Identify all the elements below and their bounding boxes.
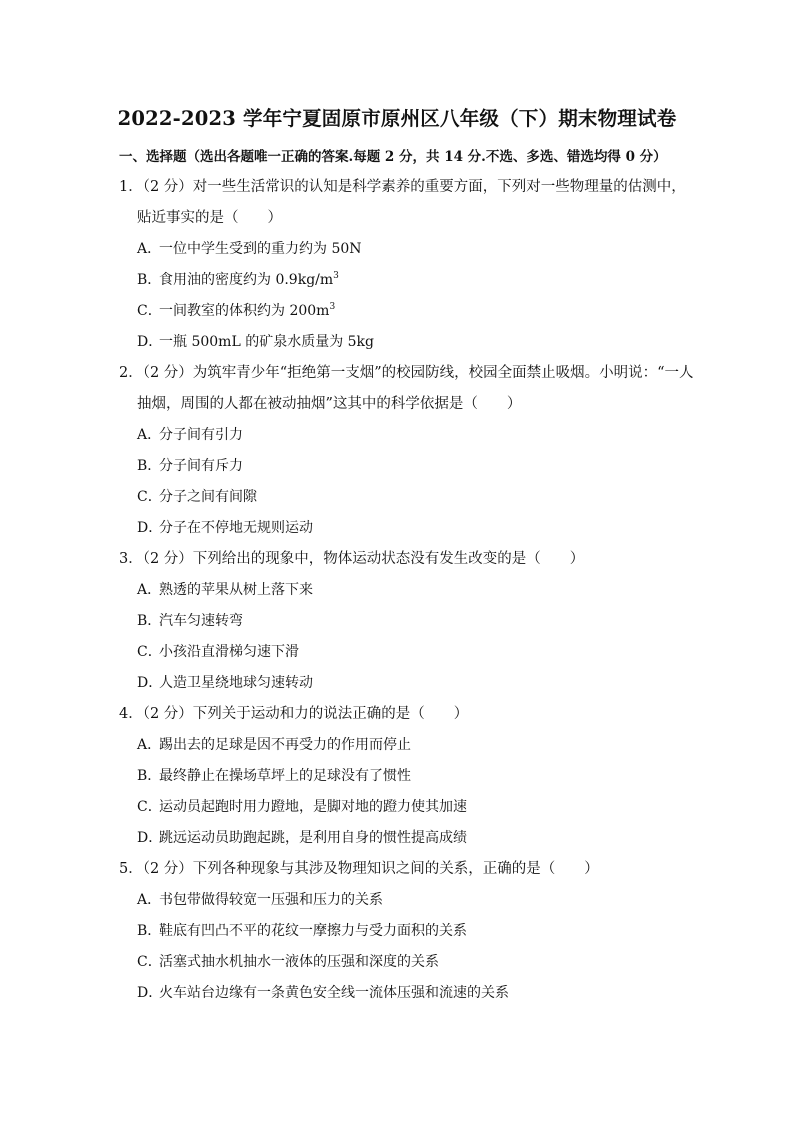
option-key: C．: [137, 644, 162, 660]
option-text: 鞋底有凹凸不平的花纹一摩擦力与受力面积的关系: [159, 923, 467, 939]
question-4: [0, 699, 794, 854]
option-key: D．: [137, 675, 163, 691]
option-key: B．: [137, 272, 162, 288]
option-key: A．: [137, 582, 162, 598]
option-a: [137, 730, 794, 761]
option-a: [137, 420, 794, 451]
question-3: [0, 544, 794, 699]
option-text: 分子间有斥力: [159, 458, 243, 474]
option-text: 分子在不停地无规则运动: [159, 520, 313, 536]
option-c: [137, 792, 794, 823]
option-text: 火车站台边缘有一条黄色安全线一流体压强和流速的关系: [159, 985, 509, 1001]
option-c: [137, 637, 794, 668]
option-a: [137, 234, 794, 265]
option-key: C．: [137, 489, 162, 505]
option-key: B．: [137, 768, 162, 784]
option-text: 人造卫星绕地球匀速转动: [159, 675, 313, 691]
option-key: A．: [137, 427, 162, 443]
option-key: D．: [137, 985, 163, 1001]
question-stem: 2．（2 分）为筑牢青少年“拒绝第一支烟”的校园防线，校园全面禁止吸烟。小明说：“一人抽烟，周围的人都在被动抽烟”这其中的科学依据是（ ）: [119, 365, 694, 412]
option-key: B．: [137, 613, 162, 629]
option-text: 小孩沿直滑梯匀速下滑: [159, 644, 299, 660]
option-d: [137, 668, 794, 699]
unit-exponent: 3: [329, 302, 336, 312]
exam-title: 2022-2023 学年宁夏固原市原州区八年级（下）期末物理试卷: [117, 107, 677, 130]
option-a: [137, 575, 794, 606]
option-key: B．: [137, 458, 162, 474]
option-b: [137, 916, 794, 947]
question-5: [0, 854, 794, 1009]
option-d: [137, 978, 794, 1009]
option-key: D．: [137, 334, 163, 350]
option-c: [137, 947, 794, 978]
option-b: [137, 451, 794, 482]
option-text: 一位中学生受到的重力约为 50N: [159, 241, 362, 257]
section-heading: 一、选择题（选出各题唯一正确的答案.每题 2 分，共 14 分.不选、多选、错选均得 0 分）: [119, 149, 667, 165]
option-c: [137, 482, 794, 513]
option-text: 熟透的苹果从树上落下来: [159, 582, 313, 598]
option-d: [137, 823, 794, 854]
option-d: [137, 327, 794, 358]
question-1: [0, 172, 794, 358]
option-c: [137, 296, 794, 327]
question-stem: 3．（2 分）下列给出的现象中，物体运动状态没有发生改变的是（ ）: [119, 551, 585, 567]
question-stem: 5．（2 分）下列各种现象与其涉及物理知识之间的关系，正确的是（ ）: [119, 861, 599, 877]
unit-exponent: 3: [333, 271, 339, 281]
question-stem: 1．（2 分）对一些生活常识的认知是科学素养的重要方面，下列对一些物理量的估测中，贴近事实的是（ ）: [119, 179, 686, 226]
option-key: A．: [137, 892, 162, 908]
option-text: 一间教室的体积约为 200m: [159, 303, 330, 319]
option-key: C．: [137, 303, 162, 319]
option-text: 书包带做得较宽一压强和压力的关系: [159, 892, 383, 908]
option-text: 分子之间有间隙: [159, 489, 257, 505]
option-key: B．: [137, 923, 162, 939]
option-key: A．: [137, 241, 162, 257]
option-text: 食用油的密度约为 0.9kg/m: [159, 272, 334, 288]
option-key: A．: [137, 737, 162, 753]
option-text: 跳远运动员助跑起跳，是利用自身的惯性提高成绩: [159, 830, 467, 846]
option-text: 汽车匀速转弯: [159, 613, 243, 629]
option-d: [137, 513, 794, 544]
option-key: C．: [137, 799, 162, 815]
question-list: [0, 172, 794, 1009]
question-stem: 4．（2 分）下列关于运动和力的说法正确的是（ ）: [119, 706, 469, 722]
option-text: 最终静止在操场草坪上的足球没有了惯性: [159, 768, 411, 784]
option-b: [137, 606, 794, 637]
option-key: D．: [137, 830, 163, 846]
option-b: [137, 265, 794, 296]
option-a: [137, 885, 794, 916]
option-key: D．: [137, 520, 163, 536]
option-text: 运动员起跑时用力蹬地，是脚对地的蹬力使其加速: [159, 799, 467, 815]
option-text: 分子间有引力: [159, 427, 243, 443]
option-text: 活塞式抽水机抽水一液体的压强和深度的关系: [159, 954, 439, 970]
option-text: 踢出去的足球是因不再受力的作用而停止: [159, 737, 411, 753]
option-b: [137, 761, 794, 792]
question-2: [0, 358, 794, 544]
option-key: C．: [137, 954, 162, 970]
option-text: 一瓶 500mL 的矿泉水质量为 5kg: [159, 334, 374, 350]
